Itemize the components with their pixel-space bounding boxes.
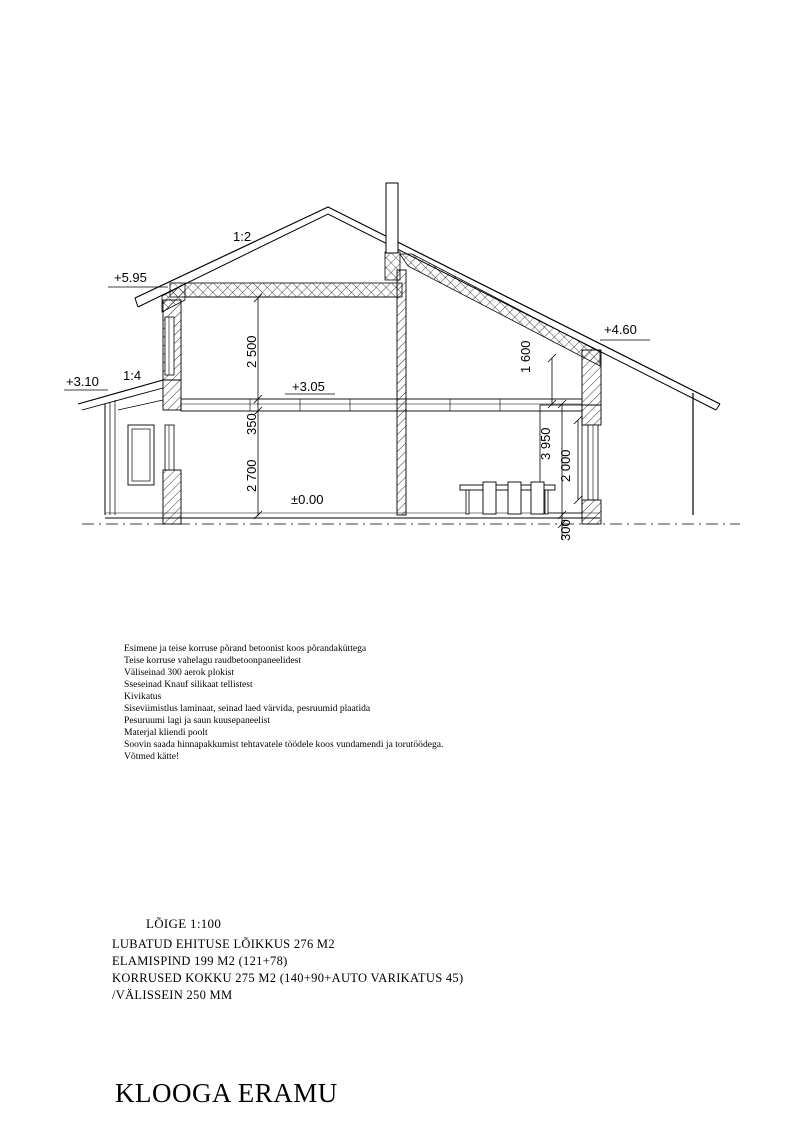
summary-line: ELAMISPIND 199 M2 (121+78) (112, 954, 288, 968)
area-summary (112, 936, 463, 1004)
summary-line: KORRUSED KOKKU 275 M2 (140+90+AUTO VARIKATUS 45) (112, 971, 464, 985)
chimney (386, 183, 398, 253)
dim-window-height: 2 000 (558, 449, 573, 482)
main-roof-slope: 1:2 (233, 229, 252, 244)
dining-furniture (460, 482, 555, 514)
dim-foundation: 300 (558, 519, 573, 541)
note-item: Teise korruse vahelagu raudbetoonpaneelidest (124, 655, 302, 666)
annex-roof-slope: 1:4 (123, 368, 142, 383)
summary-line: /VÄLISSEIN 250 MM (112, 988, 233, 1002)
note-item: Siseviimistlus laminaat, seinad laed värvida, pesruumid plaatida (124, 703, 371, 714)
right-roof-insulation (400, 254, 600, 366)
main-roof (135, 207, 720, 410)
note-item: Esimene ja teise korruse põrand betoonist koos põrandaküttega (124, 643, 367, 654)
dim-ground-height: 2 700 (244, 459, 259, 492)
note-item: Materjal kliendi poolt (124, 727, 208, 738)
dim-upper-height: 2 500 (244, 335, 259, 368)
section-title: LÕIGE 1:100 (146, 916, 222, 931)
roof-right-elevation: +4.60 (604, 322, 637, 337)
dim-knee-wall: 1 600 (518, 340, 533, 373)
project-title: KLOOGA ERAMU (115, 1078, 338, 1108)
dim-slab: 350 (244, 413, 259, 435)
left-exterior-wall (163, 300, 181, 524)
note-item: Sseseinad Knauf silikaat tellistest (124, 679, 253, 690)
note-item: Väliseinad 300 aerok plokist (124, 667, 235, 678)
note-item: Võtmed kätte! (124, 751, 180, 762)
note-item: Soovin saada hinnapakkumist tehtavatele töödele koos vundamendi ja torutöödega. (124, 739, 444, 750)
dimension-chain-right (548, 354, 582, 540)
right-exterior-wall (582, 350, 601, 524)
summary-line: LUBATUD EHITUSE LÕIKKUS 276 M2 (112, 937, 335, 951)
upper-floor-elevation: +3.05 (292, 379, 325, 394)
note-item: Kivikatus (124, 691, 162, 702)
eave-left-elevation: +3.10 (66, 374, 99, 389)
construction-notes (124, 643, 443, 763)
dim-total-height: 3 950 (538, 427, 553, 460)
interior-wall (397, 270, 406, 515)
note-item: Pesuruumi lagi ja saun kuusepaneelist (124, 715, 271, 726)
roof-left-elevation: +5.95 (114, 270, 147, 285)
floor-slab (181, 399, 582, 411)
ceiling-insulation (170, 283, 402, 297)
ground-floor-elevation: ±0.00 (291, 492, 324, 507)
left-annex (78, 380, 163, 515)
